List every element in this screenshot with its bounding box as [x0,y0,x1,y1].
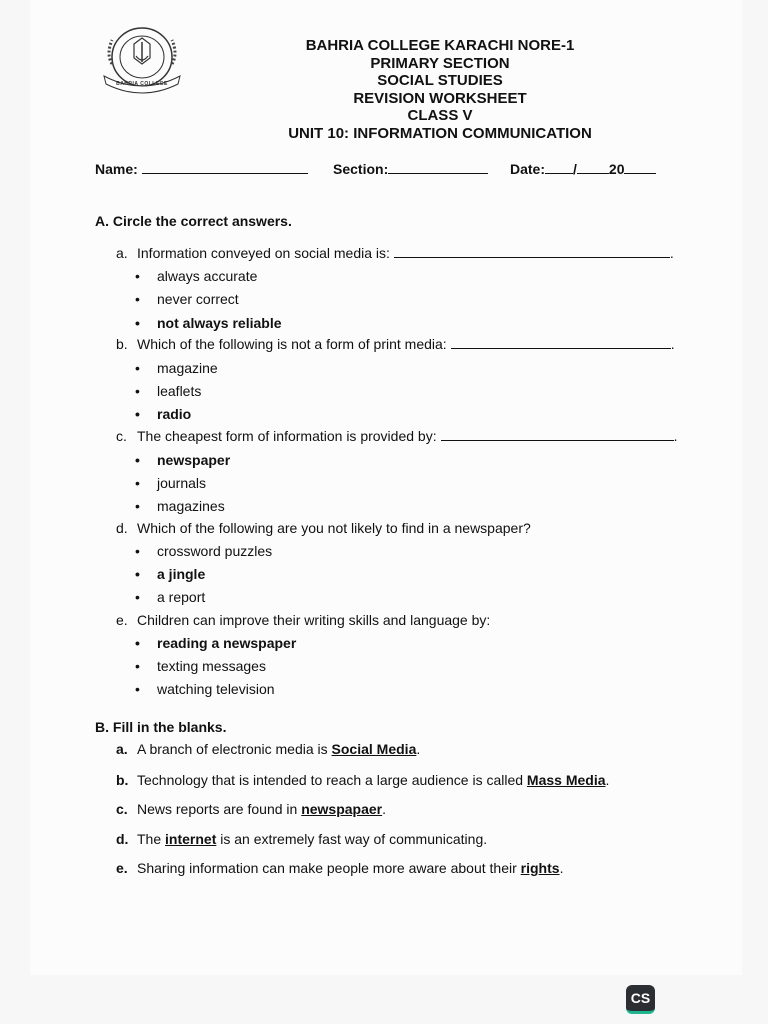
item-label: c. [116,801,128,817]
bullet-icon: • [135,475,140,491]
date-separator: / [573,161,577,177]
item-text-after: is an extremely fast way of communicating. [216,831,488,847]
question-c [116,428,677,444]
answer-blank[interactable] [441,428,674,441]
subject-name: SOCIAL STUDIES [377,72,503,89]
question-label: d. [116,520,128,536]
date-month-blank[interactable] [577,160,609,174]
option-text: a report [157,589,206,605]
section-b-title: B. Fill in the blanks. [95,719,227,735]
option-text: a jingle [157,566,206,582]
question-b [116,336,675,352]
item-label: d. [116,831,129,847]
date-field[interactable] [510,160,656,177]
school-name: BAHRIA COLLEGE KARACHI NORE-1 [305,37,575,54]
bullet-icon: • [135,658,140,674]
answer-blank[interactable] [451,336,671,349]
option-item[interactable] [135,498,225,514]
answer-blank[interactable] [394,245,670,258]
item-label: b. [116,772,129,788]
question-label: b. [116,336,128,352]
question-end: . [673,428,678,444]
bullet-icon: • [135,452,140,468]
question-end: . [669,245,674,261]
item-text-after: . [416,741,421,757]
filled-answer: newspapaer [301,801,383,817]
date-day-blank[interactable] [545,160,573,174]
class-name: CLASS V [407,107,473,124]
option-item[interactable] [135,589,205,605]
bullet-icon: • [135,635,140,651]
option-text: newspaper [157,452,231,468]
option-item-correct[interactable] [135,635,296,651]
fill-blank-item [116,801,386,817]
bullet-icon: • [135,291,140,307]
name-field[interactable] [95,160,308,177]
logo-text: BAHRIA COLLEGE [116,81,168,87]
date-year-blank[interactable] [624,160,656,174]
filled-answer: Social Media [331,741,417,757]
option-item-correct[interactable] [135,566,205,582]
bullet-icon: • [135,406,140,422]
item-label: e. [116,860,128,876]
option-text: magazine [157,360,218,376]
item-text-after: . [382,801,387,817]
bullet-icon: • [135,268,140,284]
section-a-title: A. Circle the correct answers. [95,213,292,229]
question-end: . [670,336,675,352]
item-text-before: A branch of electronic media is [137,741,332,757]
section-field[interactable] [333,160,488,177]
bullet-icon: • [135,543,140,559]
option-text: always accurate [157,268,258,284]
item-text-after: . [559,860,564,876]
fill-blank-item [116,741,420,757]
option-item-correct[interactable] [135,315,282,331]
filled-answer: rights [520,860,560,876]
name-blank[interactable] [142,160,308,174]
option-text: journals [157,475,207,491]
fill-blank-item [116,772,609,788]
filled-answer: Mass Media [526,772,606,788]
question-label: c. [116,428,127,444]
fill-blank-item [116,831,487,847]
question-label: e. [116,612,128,628]
date-year-prefix: 20 [608,161,625,177]
item-text-before: Sharing information can make people more aware about their [137,860,521,876]
option-text: radio [157,406,192,422]
option-text: watching television [157,681,275,697]
question-d [116,520,531,536]
section-label: Section: [333,161,389,177]
option-text: crossword puzzles [157,543,273,559]
question-label: a. [116,245,128,261]
name-label: Name: [95,161,138,177]
option-item[interactable] [135,681,275,697]
option-text: leaflets [157,383,202,399]
option-item[interactable] [135,475,206,491]
option-item[interactable] [135,658,266,674]
worksheet-title: REVISION WORKSHEET [353,89,527,107]
bullet-icon: • [135,681,140,697]
bullet-icon: • [135,360,140,376]
question-text: Children can improve their writing skills and language by: [137,612,491,628]
camscanner-badge-icon: CS [626,985,655,1014]
bullet-icon: • [135,315,140,331]
question-text: Which of the following is not a form of print media: [137,336,447,352]
bullet-icon: • [135,383,140,399]
option-item[interactable] [135,360,218,376]
unit-title: UNIT 10: INFORMATION COMMUNICATION [288,124,592,142]
option-text: reading a newspaper [157,635,297,651]
question-text: The cheapest form of information is provided by: [137,428,437,444]
fill-blank-item [116,860,563,876]
item-text-before: News reports are found in [137,801,302,817]
option-item[interactable] [135,383,201,399]
bullet-icon: • [135,566,140,582]
filled-answer: internet [165,831,217,847]
option-item-correct[interactable] [135,406,191,422]
section-blank[interactable] [388,160,488,174]
option-item-correct[interactable] [135,452,230,468]
item-text-before: The [137,831,166,847]
item-label: a. [116,741,128,757]
question-a [116,245,674,261]
question-text: Information conveyed on social media is: [137,245,390,261]
question-e [116,612,490,628]
date-label: Date: [510,161,546,177]
option-text: magazines [157,498,225,514]
option-item[interactable] [135,268,257,284]
option-item[interactable] [135,291,239,307]
question-text: Which of the following are you not likely to find in a newspaper? [137,520,531,536]
option-item[interactable] [135,543,272,559]
item-text-before: Technology that is intended to reach a large audience is called [137,772,527,788]
item-text-after: . [605,772,610,788]
bullet-icon: • [135,498,140,514]
bullet-icon: • [135,589,140,605]
section-name: PRIMARY SECTION [370,54,510,72]
option-text: never correct [157,291,239,307]
worksheet-header [230,37,650,142]
option-text: not always reliable [157,315,282,331]
option-text: texting messages [157,658,266,674]
